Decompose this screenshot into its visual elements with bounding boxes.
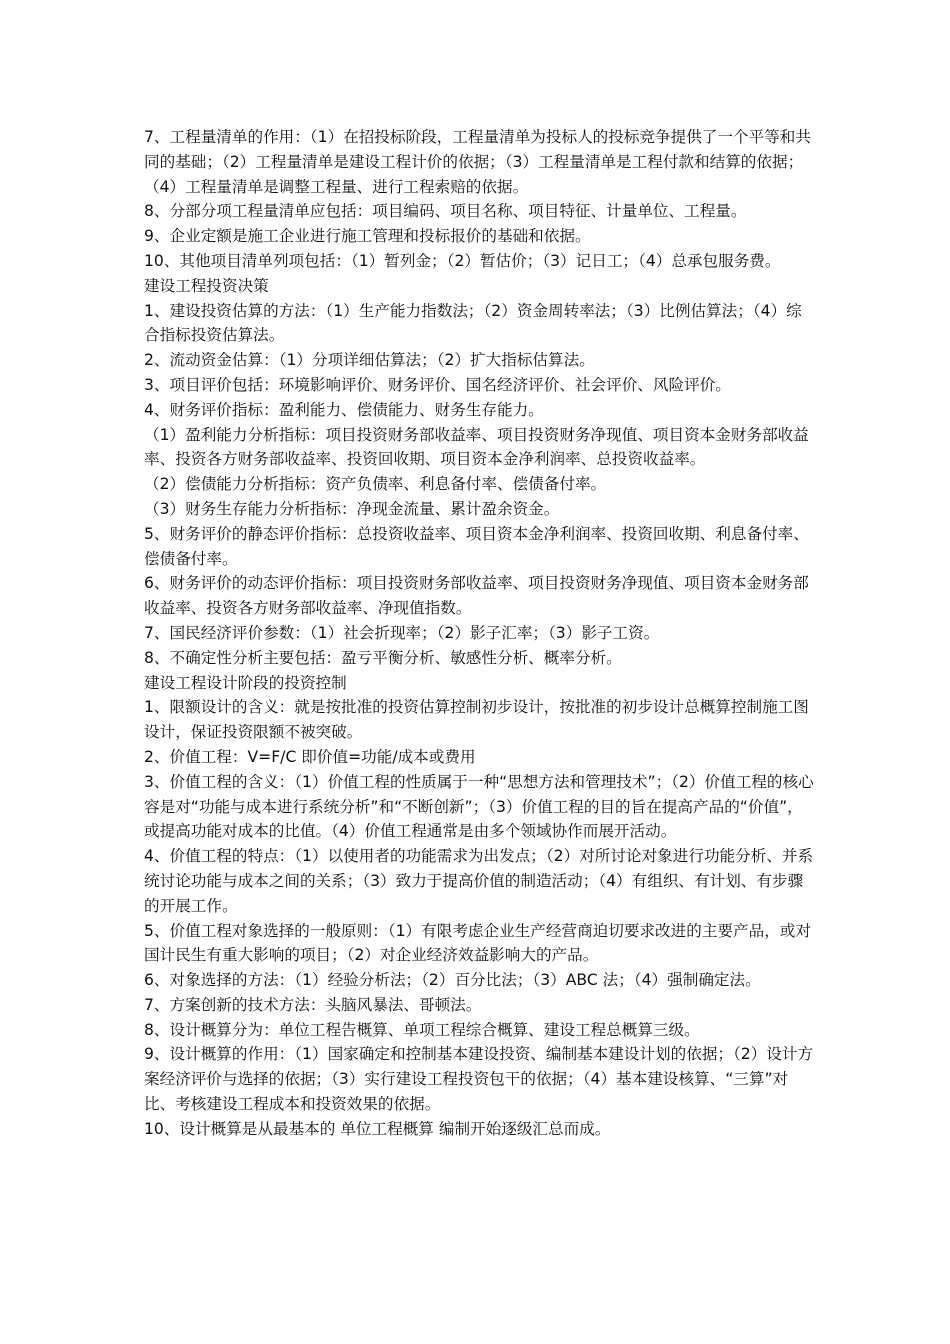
paragraph-value-engineering-formula: 2、价值工程：V=F/C 即价值=功能/成本或费用 <box>144 747 476 766</box>
paragraph-investment-estimation-methods: 1、建设投资估算的方法：（1）生产能力指数法；（2）资金周转率法；（3）比例估算法；（4）综合指标投资估算法。 <box>144 301 802 345</box>
paragraph-other-items-bill: 10、其他项目清单列项包括：（1）暂列金；（2）暂估价；（3）记日工；（4）总承包服务费。 <box>144 251 781 270</box>
paragraph-bill-of-quantities-function: 7、工程量清单的作用：（1）在招投标阶段，工程量清单为投标人的投标竞争提供了一个平等和共同的基础；（2）工程量清单是建设工程计价的依据；（3）工程量清单是工程付款和结算的依据；（4）工程量清单是调整工程量、进行工程索赔的依据。 <box>144 128 811 196</box>
paragraph-object-selection-methods: 6、对象选择的方法：（1）经验分析法；（2）百分比法；（3）ABC 法；（4）强制确定法。 <box>144 971 761 990</box>
paragraph-solvency-indicators: （2）偿债能力分析指标：资产负债率、利息备付率、偿债备付率。 <box>144 475 607 494</box>
section-heading-design-stage-control: 建设工程设计阶段的投资控制 <box>144 673 347 692</box>
paragraph-design-estimate-compilation: 10、设计概算是从最基本的 单位工程概算 编制开始逐级汇总而成。 <box>144 1119 611 1138</box>
paragraph-static-indicators: 5、财务评价的静态评价指标：总投资收益率、项目资本金净利润率、投资回收期、利息备付率、偿债备付率。 <box>144 524 809 568</box>
paragraph-working-capital-estimation: 2、流动资金估算：（1）分项详细估算法；（2）扩大指标估算法。 <box>144 351 595 370</box>
paragraph-object-selection-principles: 5、价值工程对象选择的一般原则：（1）有限考虑企业生产经营商迫切要求改进的主要产品，或对国计民生有重大影响的项目；（2）对企业经济效益影响大的产品。 <box>144 921 811 965</box>
paragraph-profitability-indicators: （1）盈利能力分析指标：项目投资财务部收益率、项目投资财务净现值、项目资本金财务部收益率、投资各方财务部收益率、投资回收期、项目资本金净利润率、总投资收益率。 <box>144 425 809 469</box>
paragraph-financial-indicators: 4、财务评价指标：盈利能力、偿债能力、财务生存能力。 <box>144 400 544 419</box>
paragraph-design-estimate-levels: 8、设计概算分为：单位工程告概算、单项工程综合概算、建设工程总概算三级。 <box>144 1020 700 1039</box>
paragraph-value-engineering-features: 4、价值工程的特点：（1）以使用者的功能需求为出发点；（2）对所讨论对象进行功能分析、并系统讨论功能与成本之间的关系；（3）致力于提高价值的制造活动；（4）有组织、有计划、有步骤的开展工作。 <box>144 847 814 915</box>
paragraph-itemized-bill-contents: 8、分部分项工程量清单应包括：项目编码、项目名称、项目特征、计量单位、工程量。 <box>144 202 747 221</box>
paragraph-dynamic-indicators: 6、财务评价的动态评价指标：项目投资财务部收益率、项目投资财务净现值、项目资本金财务部收益率、投资各方财务部收益率、净现值指数。 <box>144 574 809 618</box>
paragraph-innovation-methods: 7、方案创新的技术方法：头脑风暴法、哥顿法。 <box>144 995 482 1014</box>
paragraph-value-engineering-meaning: 3、价值工程的含义：（1）价值工程的性质属于一种“思想方法和管理技术”；（2）价值工程的核心容是对“功能与成本进行系统分析”和“不断创新”；（3）价值工程的目的旨在提高产品的“价值”，或提高功能对成本的比值。（4）价值工程通常是由多个领域协作而展开活动。 <box>144 772 814 841</box>
section-heading-investment-decision: 建设工程投资决策 <box>144 276 269 295</box>
paragraph-enterprise-quota: 9、企业定额是施工企业进行施工管理和投标报价的基础和依据。 <box>144 227 591 246</box>
paragraph-uncertainty-analysis: 8、不确定性分析主要包括：盈亏平衡分析、敏感性分析、概率分析。 <box>144 648 622 667</box>
paragraph-survival-indicators: （3）财务生存能力分析指标：净现金流量、累计盈余资金。 <box>144 499 560 518</box>
paragraph-limit-design: 1、限额设计的含义：就是按批准的投资估算控制初步设计，按批准的初步设计总概算控制施工图设计，保证投资限额不被突破。 <box>144 698 809 742</box>
paragraph-design-estimate-functions: 9、设计概算的作用：（1）国家确定和控制基本建设投资、编制基本建设计划的依据；（2）设计方案经济评价与选择的依据；（3）实行建设工程投资包干的依据；（4）基本建设核算、“三算”对比、考核建设工程成本和投资效果的依据。 <box>144 1045 814 1114</box>
document-page <box>144 125 816 1142</box>
paragraph-national-economy-parameters: 7、国民经济评价参数：（1）社会折现率；（2）影子汇率；（3）影子工资。 <box>144 623 660 642</box>
paragraph-project-evaluation: 3、项目评价包括：环境影响评价、财务评价、国名经济评价、社会评价、风险评价。 <box>144 375 731 394</box>
